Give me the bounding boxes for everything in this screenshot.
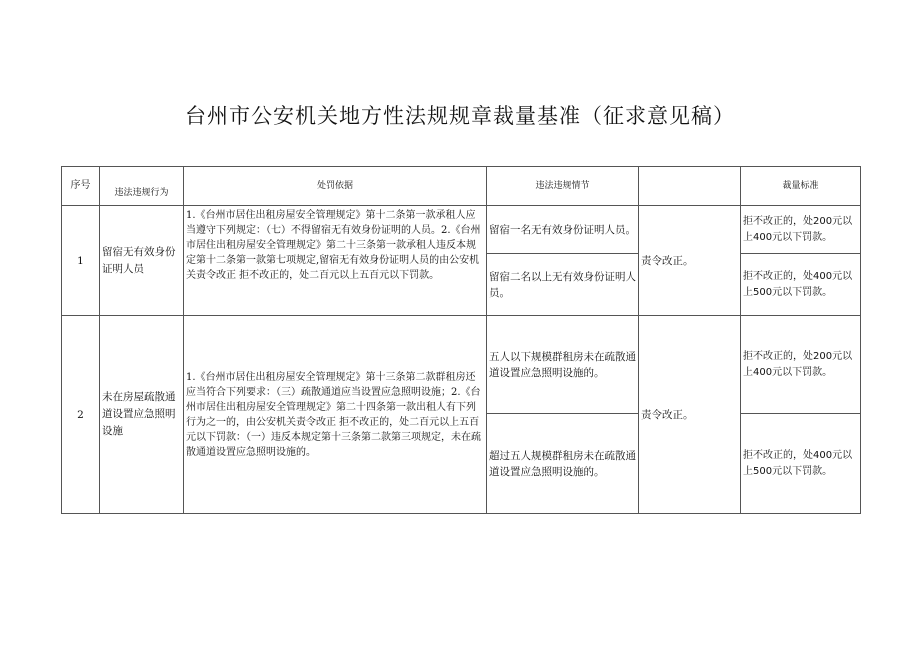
row-basis: 1.《台州市居住出租房屋安全管理规定》第十三条第二款群租房还应当符合下列要求：（三）疏散通道应当设置应急照明设施；2.《台州市居住出租房屋安全管理规定》第二十四条第一款出租人有下列行为之一的，由公安机关责令改正 拒不改正的，处二百元以上五百元以下罚款：（一）违反本规定第十三条第二款第三项规定，未在疏散通道设置应急照明设施的。 [184,316,487,514]
row-circumstance: 五人以下规模群租房未在疏散通道设置应急照明设施的。 [487,316,639,414]
row-no: 1 [62,206,100,316]
row-standard: 拒不改正的，处200元以上400元以下罚款。 [741,316,861,414]
row-basis: 1.《台州市居住出租房屋安全管理规定》第十二条第一款承租人应当遵守下列规定：（七）不得留宿无有效身份证明的人员。2.《台州市居住出租房屋安全管理规定》第二十三条第一款承租人违反本规定第十二条第一款第七项规定,留宿无有效身份证明人员的由公安机关责令改正 拒不改正的，处二百元以上五百元以下罚款。 [184,206,487,316]
discretion-table [61,166,861,514]
row-measure: 责令改正。 [639,206,741,316]
header-standard: 裁量标准 [741,167,861,206]
row-circumstance: 留宿一名无有效身份证明人员。 [487,206,639,254]
row-standard: 拒不改正的，处400元以上500元以下罚款。 [741,414,861,514]
row-standard: 拒不改正的，处400元以上500元以下罚款。 [741,254,861,316]
row-measure: 责令改正。 [639,316,741,514]
row-standard: 拒不改正的，处200元以上400元以下罚款。 [741,206,861,254]
header-measure [639,167,741,206]
header-circumstance: 违法违规情节 [487,167,639,206]
row-act: 未在房屋疏散通道设置应急照明设施 [100,316,184,514]
header-basis: 处罚依据 [184,167,487,206]
header-no: 序号 [62,167,100,206]
table-header-row [62,167,861,206]
table-row [62,206,861,254]
header-act: 违法违规行为 [100,167,184,206]
row-circumstance: 留宿二名以上无有效身份证明人员。 [487,254,639,316]
row-act: 留宿无有效身份证明人员 [100,206,184,316]
table-row [62,316,861,414]
page-title: 台州市公安机关地方性法规规章裁量基准（征求意见稿） [185,104,735,128]
row-circumstance: 超过五人规模群租房未在疏散通道设置应急照明设施的。 [487,414,639,514]
row-no: 2 [62,316,100,514]
